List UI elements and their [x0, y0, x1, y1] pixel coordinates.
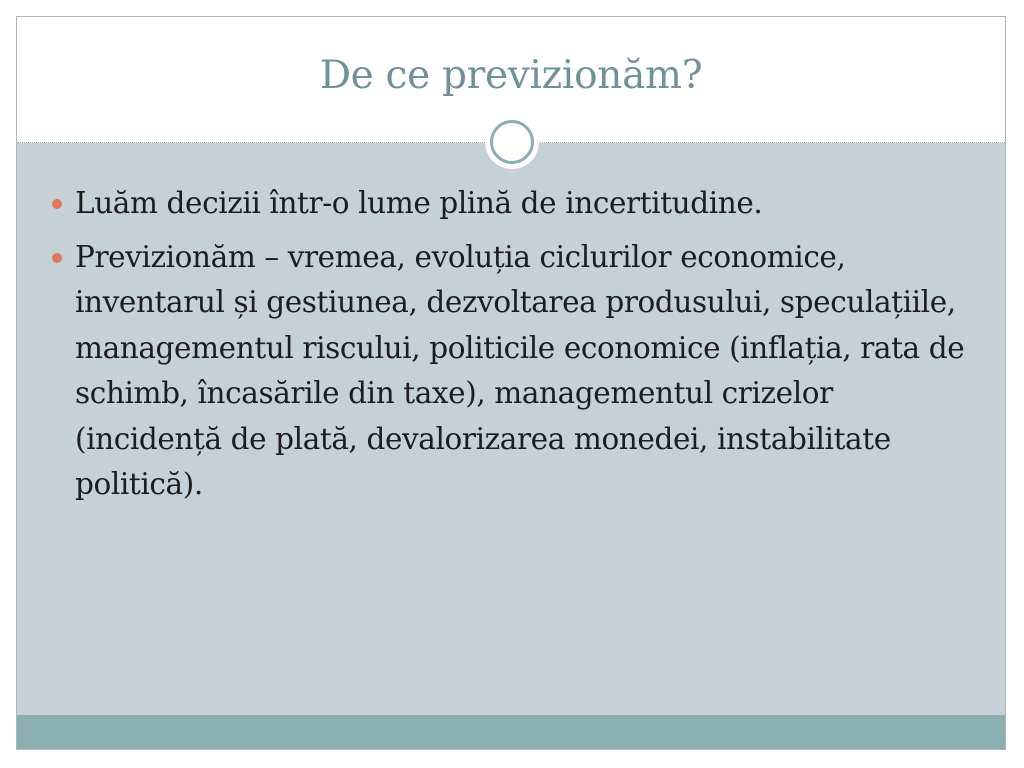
slide — [16, 16, 1006, 750]
bullet-text: Previzionăm – vremea, evoluția ciclurilor economice, inventarul și gestiunea, dezvoltarea produsului, speculațiile, managementul riscului, politicile economice (inflația, rata de schimb, încasările din taxe), managementul crizelor (incidență de plată, devalorizarea monedei, instabilitate politică). — [75, 239, 965, 501]
circle-ornament-icon — [485, 115, 539, 169]
bullet-text: Luăm decizii într-o lume plină de incertitudine. — [75, 186, 763, 220]
footer-band — [17, 715, 1005, 749]
circle-ring-icon — [490, 120, 534, 164]
bullet-list — [51, 181, 981, 516]
slide-title: De ce previzionăm? — [319, 53, 703, 98]
bullet-item — [51, 235, 981, 508]
bullet-dot-icon — [52, 253, 62, 263]
bullet-item — [51, 181, 981, 227]
bullet-dot-icon — [52, 199, 62, 209]
